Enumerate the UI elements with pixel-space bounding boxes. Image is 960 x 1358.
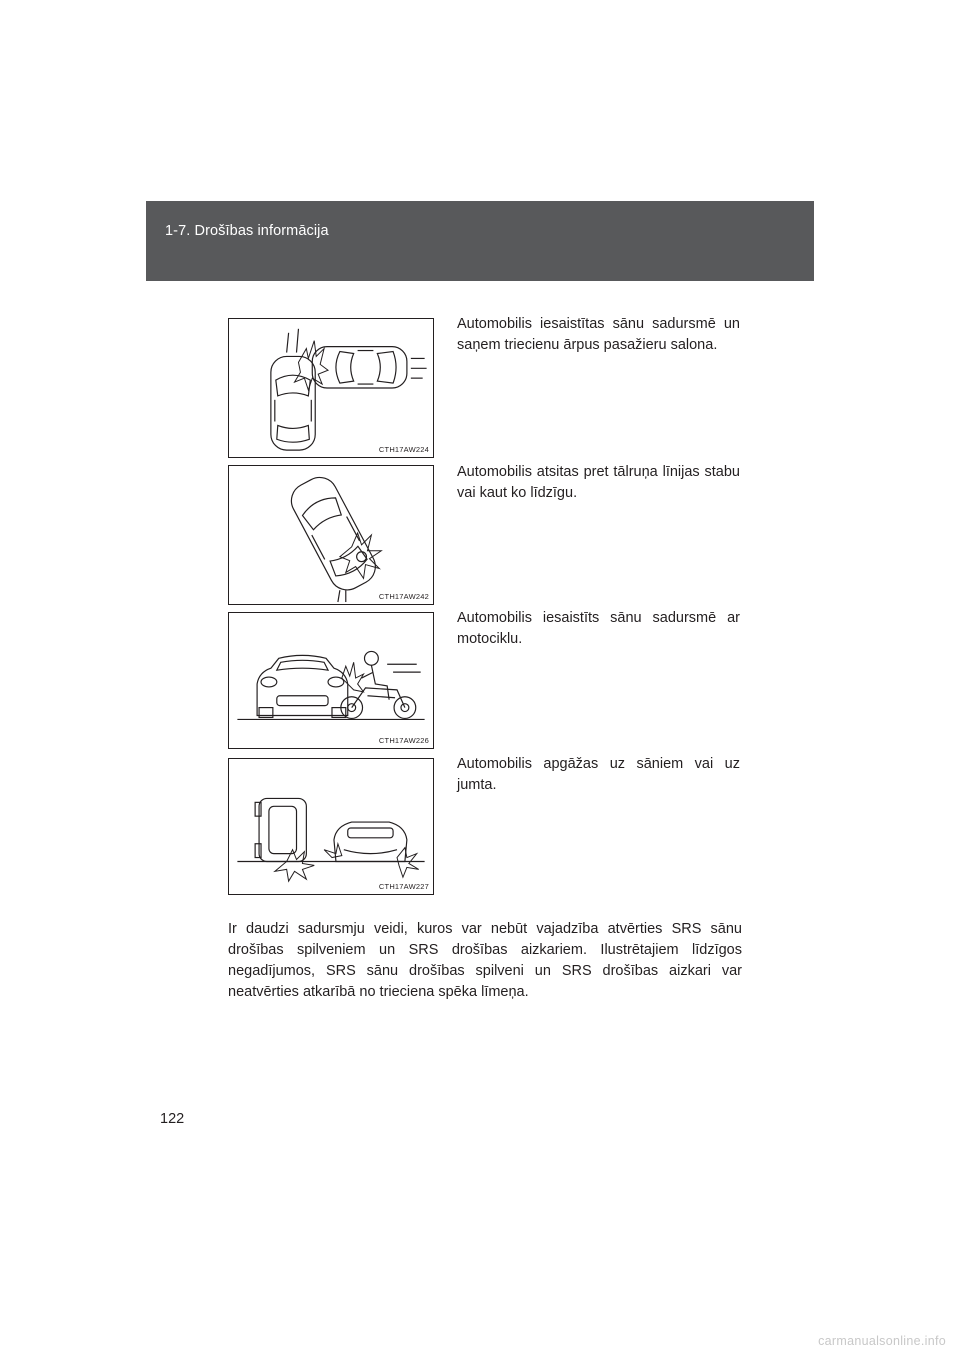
section-title: 1-7. Drošības informācija xyxy=(165,223,329,239)
illustration-code: CTH17AW227 xyxy=(378,882,429,891)
item-caption: Automobilis atsitas pret tālruņa līnijas stabu vai kaut ko līdzīgu. xyxy=(457,464,740,501)
illustration-code: CTH17AW226 xyxy=(378,736,429,745)
illustration-motorcycle-collision xyxy=(228,612,434,749)
illustration-side-collision xyxy=(228,318,434,458)
item-caption: Automobilis apgāžas uz sāniem vai uz jumta. xyxy=(457,756,740,793)
car-t-bone-collision-illustration xyxy=(229,319,433,457)
watermark: carmanualsonline.info xyxy=(818,1334,946,1348)
car-pole-collision-illustration xyxy=(229,466,433,604)
car-rollover-illustration xyxy=(229,759,433,894)
illustration-pole-collision xyxy=(228,465,434,605)
body-paragraph: Ir daudzi sadursmju veidi, kuros var nebūt vajadzība atvērties SRS sānu drošības spilveniem un SRS drošības aizkariem. Ilustrētajiem līdzīgos negadījumos, SRS sānu drošības spilveni un SRS drošības aizkari var neatvērties atkarībā no trieciena spēka līmeņa. xyxy=(228,921,742,1000)
item-caption: Automobilis iesaistītas sānu sadursmē un saņem triecienu ārpus pasažieru salona. xyxy=(457,316,740,353)
section-header-bar xyxy=(146,201,814,281)
page-number: 122 xyxy=(160,1111,185,1127)
car-motorcycle-collision-illustration xyxy=(229,613,433,748)
item-caption: Automobilis iesaistīts sānu sadursmē ar motociklu. xyxy=(457,610,740,647)
illustration-code: CTH17AW224 xyxy=(378,445,429,454)
illustration-code: CTH17AW242 xyxy=(378,592,429,601)
illustration-rollover xyxy=(228,758,434,895)
